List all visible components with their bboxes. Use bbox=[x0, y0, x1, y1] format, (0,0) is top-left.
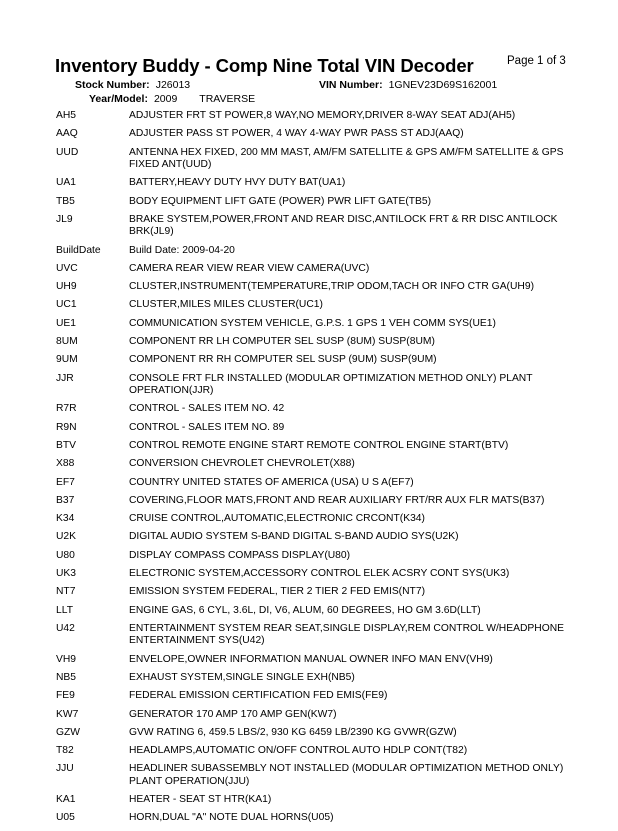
option-row bbox=[0, 403, 618, 415]
option-code: VH9 bbox=[56, 653, 77, 665]
option-description: ADJUSTER FRT ST POWER,8 WAY,NO MEMORY,DRIVER 8-WAY SEAT ADJ(AH5) bbox=[129, 110, 516, 121]
option-row bbox=[0, 245, 618, 257]
option-code: JJU bbox=[56, 763, 74, 775]
option-row bbox=[0, 196, 618, 208]
option-code: U80 bbox=[56, 549, 75, 561]
option-description: BATTERY,HEAVY DUTY HVY DUTY BAT(UA1) bbox=[129, 177, 346, 189]
option-description: GENERATOR 170 AMP 170 AMP GEN(KW7) bbox=[129, 708, 337, 720]
option-description: GVW RATING 6, 459.5 LBS/2, 930 KG 6459 LB/2390 KG GVWR(GZW) bbox=[129, 726, 457, 738]
option-code: 9UM bbox=[56, 354, 78, 366]
option-description: COMPONENT RR LH COMPUTER SEL SUSP (8UM) SUSP(8UM) bbox=[129, 336, 435, 348]
year-value: 2009 bbox=[153, 93, 178, 105]
option-description: BODY EQUIPMENT LIFT GATE (POWER) PWR LIFT GATE(TB5) bbox=[129, 195, 432, 207]
option-row bbox=[0, 263, 618, 275]
model-value: TRAVERSE bbox=[199, 93, 256, 105]
option-code: U05 bbox=[56, 812, 75, 824]
option-code: UA1 bbox=[56, 177, 77, 189]
option-row bbox=[0, 812, 618, 824]
option-row bbox=[0, 690, 618, 702]
option-code: LLT bbox=[56, 604, 73, 616]
option-code: EF7 bbox=[56, 476, 75, 488]
page-number: Page 1 of 3 bbox=[507, 55, 566, 67]
option-row bbox=[0, 110, 618, 122]
option-code: 8UM bbox=[56, 336, 78, 348]
option-code: FE9 bbox=[56, 690, 75, 702]
option-row bbox=[0, 440, 618, 452]
option-description: DIGITAL AUDIO SYSTEM S-BAND DIGITAL S-BAND AUDIO SYS(U2K) bbox=[129, 531, 459, 543]
option-description: HEADLAMPS,AUTOMATIC ON/OFF CONTROL AUTO HDLP CONT(T82) bbox=[129, 745, 468, 757]
stock-number bbox=[75, 79, 190, 91]
option-row bbox=[0, 147, 618, 172]
option-row bbox=[0, 654, 618, 666]
option-code: GZW bbox=[56, 726, 81, 738]
option-row bbox=[0, 458, 618, 470]
option-description: CLUSTER,MILES MILES CLUSTER(UC1) bbox=[129, 299, 323, 311]
option-description: ENGINE GAS, 6 CYL, 3.6L, DI, V6, ALUM, 60 DEGREES, HO GM 3.6D(LLT) bbox=[129, 604, 481, 616]
vin-number bbox=[319, 79, 497, 91]
option-description: HEATER - SEAT ST HTR(KA1) bbox=[129, 794, 272, 806]
option-code: UVC bbox=[56, 262, 78, 274]
option-code: B37 bbox=[56, 494, 75, 506]
option-row bbox=[0, 128, 618, 140]
option-description: CAMERA REAR VIEW REAR VIEW CAMERA(UVC) bbox=[129, 262, 370, 274]
option-code: UC1 bbox=[56, 299, 77, 311]
year-model bbox=[89, 93, 255, 105]
option-code: AH5 bbox=[56, 110, 77, 121]
option-description: Build Date: 2009-04-20 bbox=[129, 244, 235, 256]
option-code: UUD bbox=[56, 146, 79, 158]
option-code: T82 bbox=[56, 745, 74, 757]
option-code: UK3 bbox=[56, 568, 77, 580]
option-description: EMISSION SYSTEM FEDERAL, TIER 2 TIER 2 FED EMIS(NT7) bbox=[129, 586, 425, 598]
option-row bbox=[0, 318, 618, 330]
option-description: CONTROL REMOTE ENGINE START REMOTE CONTROL ENGINE START(BTV) bbox=[129, 439, 509, 451]
option-row bbox=[0, 495, 618, 507]
option-row bbox=[0, 763, 618, 788]
option-description: CONVERSION CHEVROLET CHEVROLET(X88) bbox=[129, 458, 355, 470]
option-code: R9N bbox=[56, 421, 77, 433]
option-description: ENVELOPE,OWNER INFORMATION MANUAL OWNER INFO MAN ENV(VH9) bbox=[129, 653, 493, 665]
option-description: CLUSTER,INSTRUMENT(TEMPERATURE,TRIP ODOM,TACH OR INFO CTR GA(UH9) bbox=[129, 281, 535, 293]
option-row bbox=[0, 422, 618, 434]
document-title: Inventory Buddy - Comp Nine Total VIN Decoder bbox=[55, 55, 474, 76]
option-description: COMPONENT RR RH COMPUTER SEL SUSP (9UM) SUSP(9UM) bbox=[129, 354, 437, 366]
option-code: KA1 bbox=[56, 794, 76, 806]
option-row bbox=[0, 177, 618, 189]
option-code: NB5 bbox=[56, 671, 77, 683]
option-description: BRAKE SYSTEM,POWER,FRONT AND REAR DISC,ANTILOCK FRT & RR DISC ANTILOCK BRK(JL9) bbox=[129, 213, 558, 238]
option-description: ELECTRONIC SYSTEM,ACCESSORY CONTROL ELEK ACSRY CONT SYS(UK3) bbox=[129, 568, 510, 580]
option-code: X88 bbox=[56, 458, 75, 470]
option-description: EXHAUST SYSTEM,SINGLE SINGLE EXH(NB5) bbox=[129, 671, 355, 683]
option-row bbox=[0, 336, 618, 348]
option-description: COMMUNICATION SYSTEM VEHICLE, G.P.S. 1 GPS 1 VEH COMM SYS(UE1) bbox=[129, 317, 496, 329]
option-code: BTV bbox=[56, 439, 77, 451]
option-description: COVERING,FLOOR MATS,FRONT AND REAR AUXILIARY FRT/RR AUX FLR MATS(B37) bbox=[129, 494, 545, 506]
option-code: JJR bbox=[56, 372, 74, 384]
option-description: ADJUSTER PASS ST POWER, 4 WAY 4-WAY PWR PASS ST ADJ(AAQ) bbox=[129, 128, 464, 140]
option-row bbox=[0, 586, 618, 598]
option-description: CRUISE CONTROL,AUTOMATIC,ELECTRONIC CRCONT(K34) bbox=[129, 513, 425, 525]
option-description: CONSOLE FRT FLR INSTALLED (MODULAR OPTIMIZATION METHOD ONLY) PLANT OPERATION(JJR) bbox=[129, 372, 533, 397]
option-description: FEDERAL EMISSION CERTIFICATION FED EMIS(FE9) bbox=[129, 690, 388, 702]
option-code: NT7 bbox=[56, 586, 76, 598]
option-description: DISPLAY COMPASS COMPASS DISPLAY(U80) bbox=[129, 549, 351, 561]
option-row bbox=[0, 709, 618, 721]
option-row bbox=[0, 623, 618, 648]
option-row bbox=[0, 605, 618, 617]
option-row bbox=[0, 354, 618, 366]
option-code: KW7 bbox=[56, 708, 79, 720]
option-code: AAQ bbox=[56, 128, 78, 140]
option-row bbox=[0, 531, 618, 543]
option-row bbox=[0, 727, 618, 739]
option-code: TB5 bbox=[56, 195, 75, 207]
option-code: JL9 bbox=[56, 213, 73, 225]
option-row bbox=[0, 672, 618, 684]
option-code: U42 bbox=[56, 622, 75, 634]
option-code: UE1 bbox=[56, 317, 77, 329]
option-row bbox=[0, 373, 618, 398]
stock-number-label: Stock Number: bbox=[75, 79, 150, 91]
option-row bbox=[0, 299, 618, 311]
option-row bbox=[0, 513, 618, 525]
vin-number-value: 1GNEV23D69S162001 bbox=[388, 79, 498, 91]
option-description: HORN,DUAL "A" NOTE DUAL HORNS(U05) bbox=[129, 812, 334, 824]
option-description: COUNTRY UNITED STATES OF AMERICA (USA) U S A(EF7) bbox=[129, 476, 414, 488]
stock-number-value: J26013 bbox=[155, 79, 191, 91]
option-code: BuildDate bbox=[56, 244, 101, 256]
option-description: CONTROL - SALES ITEM NO. 42 bbox=[129, 403, 285, 415]
option-description: CONTROL - SALES ITEM NO. 89 bbox=[129, 421, 285, 433]
option-row bbox=[0, 477, 618, 489]
option-row bbox=[0, 794, 618, 806]
option-row bbox=[0, 550, 618, 562]
option-code: UH9 bbox=[56, 281, 77, 293]
option-row bbox=[0, 568, 618, 580]
option-description: ANTENNA HEX FIXED, 200 MM MAST, AM/FM SATELLITE & GPS AM/FM SATELLITE & GPS FIXED ANT(UUD) bbox=[129, 146, 564, 170]
option-code: K34 bbox=[56, 513, 75, 525]
option-code: R7R bbox=[56, 403, 77, 415]
year-model-label: Year/Model: bbox=[89, 93, 148, 105]
option-description: ENTERTAINMENT SYSTEM REAR SEAT,SINGLE DISPLAY,REM CONTROL W/HEADPHONE ENTERTAINMENT SYS(U42) bbox=[129, 622, 565, 647]
option-code-list bbox=[0, 110, 618, 831]
vin-number-label: VIN Number: bbox=[319, 79, 383, 91]
option-row bbox=[0, 214, 618, 239]
option-code: U2K bbox=[56, 531, 77, 543]
option-description: HEADLINER SUBASSEMBLY NOT INSTALLED (MODULAR OPTIMIZATION METHOD ONLY) PLANT OPERATION(JJU) bbox=[129, 763, 564, 787]
option-row bbox=[0, 745, 618, 757]
option-row bbox=[0, 281, 618, 293]
